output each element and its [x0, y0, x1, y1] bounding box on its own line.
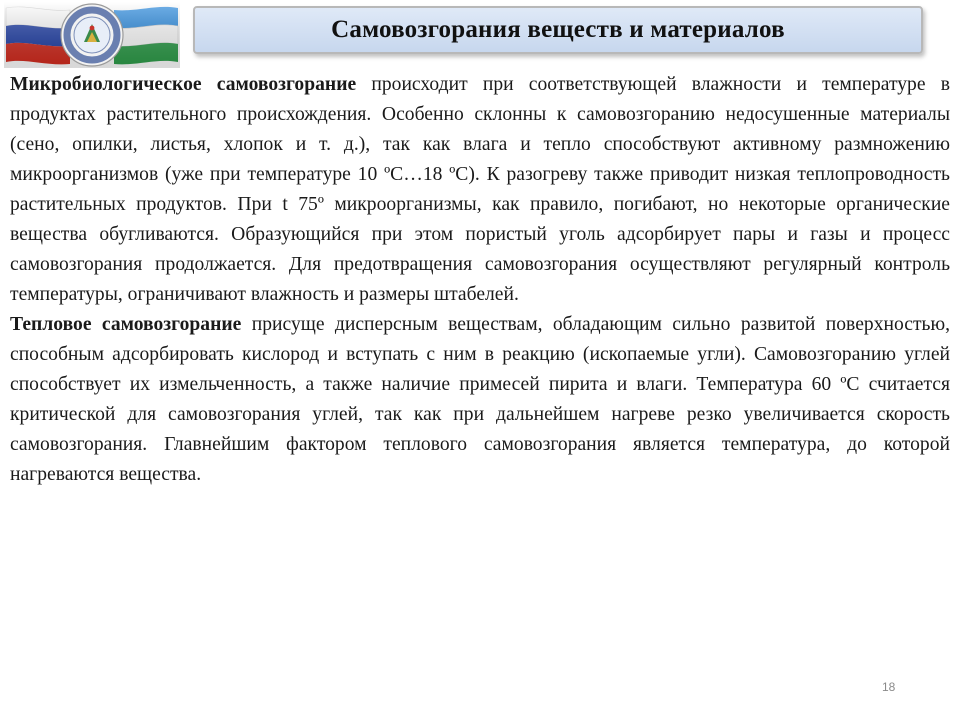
page-title: Самовозгорания веществ и материалов [331, 16, 785, 43]
paragraph-thermal-text: присуще дисперсным веществам, обладающим сильно развитой поверхностью, способным адсорбировать кислород и вступать с ним в реакцию (ископаемые угли). Самовозгоранию углей способствует их измельченность, а также наличие примесей пирита и влаги. Температура 60 ºС считается критической для самовозгорания углей, так как при дальнейшем нагреве резко увеличивается скорость самовозгорания. Главнейшим фактором теплового самовозгорания является температура, до которой нагреваются вещества. [10, 314, 950, 485]
body-text [10, 70, 950, 490]
paragraph-microbiological [10, 70, 950, 310]
paragraph-microbiological-text: происходит при соответствующей влажности и температуре в продуктах растительного происхождения. Особенно склонны к самовозгоранию недосушенные материалы (сено, опилки, листья, хлопок и т. д.), так как влага и тепло способствуют активному размножению микроорганизмов (уже при температуре 10 ºС…18 ºС). К разогреву также приводит низкая теплопроводность растительных продуктов. При t 75º микроорганизмы, как правило, погибают, но некоторые органические вещества обугливаются. Образующийся при этом пористый уголь адсорбирует пары и газы и процесс самовозгорания продолжается. Для предотвращения самовозгорания осуществляют регулярный контроль температуры, ограничивают влажность и размеры штабелей. [10, 74, 950, 305]
flags-emblem-logo [4, 2, 180, 68]
title-banner [193, 6, 923, 54]
page-number: 18 [882, 680, 896, 694]
flags-emblem-icon [4, 2, 180, 68]
paragraph-microbiological-lead: Микробиологическое самовозгорание [10, 74, 357, 95]
paragraph-thermal [10, 310, 950, 490]
paragraph-thermal-lead: Тепловое самовозгорание [10, 314, 242, 335]
